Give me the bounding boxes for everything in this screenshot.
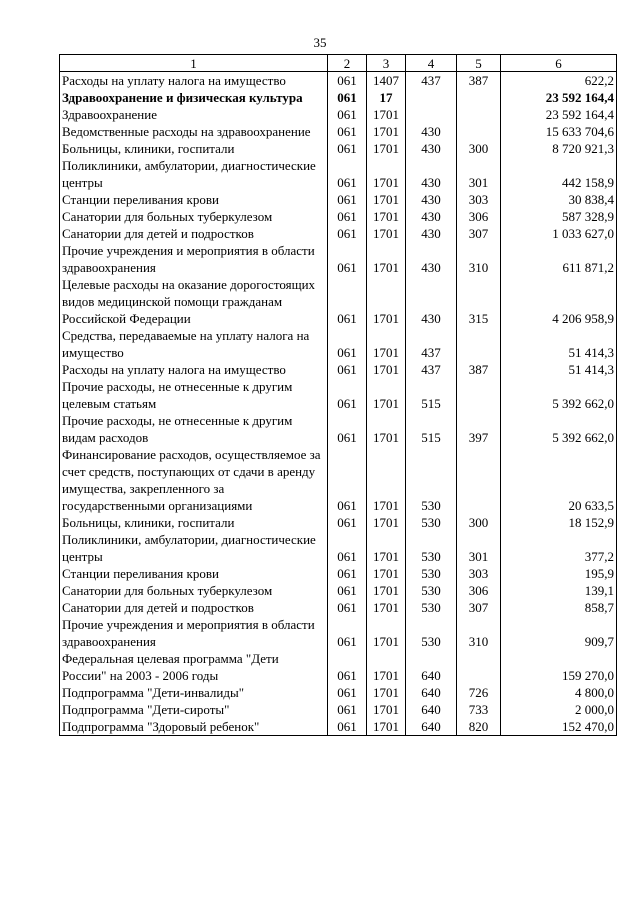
code-col-4: 430 (406, 208, 457, 225)
amount: 23 592 164,4 (501, 106, 617, 123)
code-col-5 (457, 123, 501, 140)
table-row (60, 718, 617, 736)
code-col-2: 061 (328, 106, 367, 123)
code-col-3: 1701 (367, 514, 406, 531)
code-col-5: 387 (457, 72, 501, 90)
table-row (60, 378, 617, 412)
table-row (60, 582, 617, 599)
code-col-4: 430 (406, 140, 457, 157)
code-col-4: 515 (406, 378, 457, 412)
code-col-2: 061 (328, 446, 367, 514)
table-row (60, 327, 617, 361)
item-name: Финансирование расходов, осуществляемое за счет средств, поступающих от сдачи в аренду имущества, закрепленного за государственными организациями (60, 446, 328, 514)
code-col-4: 530 (406, 616, 457, 650)
code-col-2: 061 (328, 72, 367, 90)
table-header (60, 55, 617, 72)
amount: 1 033 627,0 (501, 225, 617, 242)
code-col-4: 530 (406, 446, 457, 514)
header-row (60, 55, 617, 72)
code-col-3: 1701 (367, 616, 406, 650)
code-col-4: 430 (406, 191, 457, 208)
amount: 587 328,9 (501, 208, 617, 225)
code-col-3: 1701 (367, 208, 406, 225)
code-col-5 (457, 378, 501, 412)
code-col-5: 303 (457, 565, 501, 582)
table-body (60, 72, 617, 736)
code-col-2: 061 (328, 412, 367, 446)
code-col-3: 1701 (367, 582, 406, 599)
code-col-3: 1701 (367, 157, 406, 191)
item-name: Целевые расходы на оказание дорогостоящих видов медицинской помощи гражданам Российской Федерации (60, 276, 328, 327)
code-col-2: 061 (328, 565, 367, 582)
code-col-5: 300 (457, 514, 501, 531)
code-col-3: 1701 (367, 191, 406, 208)
budget-table (59, 54, 617, 736)
code-col-2: 061 (328, 650, 367, 684)
code-col-2: 061 (328, 89, 367, 106)
code-col-5: 310 (457, 616, 501, 650)
code-col-5: 820 (457, 718, 501, 736)
code-col-4: 437 (406, 361, 457, 378)
table-row (60, 140, 617, 157)
code-col-2: 061 (328, 616, 367, 650)
table-row (60, 361, 617, 378)
code-col-2: 061 (328, 531, 367, 565)
table-row (60, 242, 617, 276)
table-row (60, 565, 617, 582)
code-col-4: 530 (406, 582, 457, 599)
table-row (60, 72, 617, 90)
code-col-4: 530 (406, 599, 457, 616)
item-name: Санатории для детей и подростков (60, 225, 328, 242)
table-row (60, 106, 617, 123)
code-col-5: 310 (457, 242, 501, 276)
item-name: Здравоохранение и физическая культура (60, 89, 328, 106)
amount: 195,9 (501, 565, 617, 582)
code-col-3: 1701 (367, 140, 406, 157)
amount: 442 158,9 (501, 157, 617, 191)
amount: 2 000,0 (501, 701, 617, 718)
code-col-4: 640 (406, 718, 457, 736)
amount: 30 838,4 (501, 191, 617, 208)
code-col-2: 061 (328, 378, 367, 412)
table-row (60, 684, 617, 701)
header-col-4: 4 (406, 55, 457, 72)
amount: 152 470,0 (501, 718, 617, 736)
code-col-5: 315 (457, 276, 501, 327)
code-col-4: 437 (406, 72, 457, 90)
code-col-2: 061 (328, 157, 367, 191)
code-col-3: 1701 (367, 361, 406, 378)
code-col-3: 1701 (367, 412, 406, 446)
code-col-2: 061 (328, 327, 367, 361)
code-col-5: 301 (457, 531, 501, 565)
code-col-4: 430 (406, 276, 457, 327)
item-name: Расходы на уплату налога на имущество (60, 361, 328, 378)
amount: 622,2 (501, 72, 617, 90)
code-col-5: 726 (457, 684, 501, 701)
code-col-3: 1701 (367, 123, 406, 140)
code-col-4 (406, 106, 457, 123)
code-col-2: 061 (328, 718, 367, 736)
code-col-3: 1701 (367, 684, 406, 701)
code-col-3: 1701 (367, 718, 406, 736)
amount: 15 633 704,6 (501, 123, 617, 140)
amount: 5 392 662,0 (501, 378, 617, 412)
item-name: Больницы, клиники, госпитали (60, 140, 328, 157)
table-row (60, 157, 617, 191)
code-col-5: 733 (457, 701, 501, 718)
amount: 4 206 958,9 (501, 276, 617, 327)
item-name: Санатории для детей и подростков (60, 599, 328, 616)
code-col-2: 061 (328, 208, 367, 225)
code-col-5 (457, 650, 501, 684)
table-row (60, 599, 617, 616)
code-col-3: 1701 (367, 378, 406, 412)
code-col-5 (457, 446, 501, 514)
code-col-4: 430 (406, 225, 457, 242)
item-name: Средства, передаваемые на уплату налога на имущество (60, 327, 328, 361)
code-col-2: 061 (328, 242, 367, 276)
table-row (60, 616, 617, 650)
amount: 611 871,2 (501, 242, 617, 276)
amount: 18 152,9 (501, 514, 617, 531)
code-col-2: 061 (328, 140, 367, 157)
amount: 159 270,0 (501, 650, 617, 684)
code-col-4: 530 (406, 514, 457, 531)
table-row (60, 208, 617, 225)
code-col-2: 061 (328, 123, 367, 140)
header-col-6: 6 (501, 55, 617, 72)
amount: 51 414,3 (501, 327, 617, 361)
code-col-5: 307 (457, 599, 501, 616)
code-col-2: 061 (328, 701, 367, 718)
header-col-3: 3 (367, 55, 406, 72)
item-name: Санатории для больных туберкулезом (60, 208, 328, 225)
code-col-5: 387 (457, 361, 501, 378)
item-name: Федеральная целевая программа "Дети России" на 2003 - 2006 годы (60, 650, 328, 684)
table-row (60, 225, 617, 242)
amount: 8 720 921,3 (501, 140, 617, 157)
code-col-3: 1701 (367, 446, 406, 514)
code-col-2: 061 (328, 361, 367, 378)
code-col-5 (457, 106, 501, 123)
item-name: Прочие учреждения и мероприятия в области здравоохранения (60, 242, 328, 276)
code-col-3: 1701 (367, 701, 406, 718)
code-col-5: 300 (457, 140, 501, 157)
amount: 51 414,3 (501, 361, 617, 378)
code-col-3: 1701 (367, 276, 406, 327)
code-col-3: 1701 (367, 599, 406, 616)
code-col-5: 306 (457, 582, 501, 599)
code-col-5 (457, 327, 501, 361)
code-col-2: 061 (328, 276, 367, 327)
code-col-4 (406, 89, 457, 106)
item-name: Ведомственные расходы на здравоохранение (60, 123, 328, 140)
item-name: Санатории для больных туберкулезом (60, 582, 328, 599)
amount: 139,1 (501, 582, 617, 599)
code-col-5: 301 (457, 157, 501, 191)
code-col-2: 061 (328, 225, 367, 242)
amount: 5 392 662,0 (501, 412, 617, 446)
code-col-3: 1701 (367, 650, 406, 684)
item-name: Прочие расходы, не отнесенные к другим целевым статьям (60, 378, 328, 412)
code-col-3: 1701 (367, 225, 406, 242)
code-col-2: 061 (328, 514, 367, 531)
amount: 858,7 (501, 599, 617, 616)
item-name: Здравоохранение (60, 106, 328, 123)
table-row (60, 531, 617, 565)
code-col-4: 530 (406, 565, 457, 582)
table-row (60, 89, 617, 106)
code-col-2: 061 (328, 582, 367, 599)
item-name: Подпрограмма "Дети-сироты" (60, 701, 328, 718)
code-col-2: 061 (328, 599, 367, 616)
code-col-4: 530 (406, 531, 457, 565)
code-col-5: 306 (457, 208, 501, 225)
item-name: Станции переливания крови (60, 191, 328, 208)
table-row (60, 701, 617, 718)
code-col-2: 061 (328, 191, 367, 208)
item-name: Прочие учреждения и мероприятия в области здравоохранения (60, 616, 328, 650)
code-col-3: 1701 (367, 327, 406, 361)
item-name: Подпрограмма "Здоровый ребенок" (60, 718, 328, 736)
code-col-3: 1407 (367, 72, 406, 90)
table-row (60, 412, 617, 446)
amount: 377,2 (501, 531, 617, 565)
item-name: Прочие расходы, не отнесенные к другим видам расходов (60, 412, 328, 446)
amount: 909,7 (501, 616, 617, 650)
page-number: 35 (313, 35, 327, 50)
table-row (60, 514, 617, 531)
code-col-3: 1701 (367, 242, 406, 276)
header-col-5: 5 (457, 55, 501, 72)
code-col-4: 515 (406, 412, 457, 446)
table-row (60, 123, 617, 140)
header-col-2: 2 (328, 55, 367, 72)
table-row (60, 276, 617, 327)
code-col-5: 303 (457, 191, 501, 208)
table-row (60, 191, 617, 208)
header-col-1: 1 (60, 55, 328, 72)
item-name: Больницы, клиники, госпитали (60, 514, 328, 531)
code-col-3: 1701 (367, 106, 406, 123)
item-name: Расходы на уплату налога на имущество (60, 72, 328, 90)
code-col-4: 430 (406, 157, 457, 191)
code-col-2: 061 (328, 684, 367, 701)
code-col-5: 307 (457, 225, 501, 242)
code-col-5 (457, 89, 501, 106)
amount: 4 800,0 (501, 684, 617, 701)
code-col-3: 1701 (367, 531, 406, 565)
code-col-4: 430 (406, 242, 457, 276)
amount: 20 633,5 (501, 446, 617, 514)
item-name: Подпрограмма "Дети-инвалиды" (60, 684, 328, 701)
table-row (60, 446, 617, 514)
code-col-3: 17 (367, 89, 406, 106)
code-col-3: 1701 (367, 565, 406, 582)
code-col-4: 640 (406, 701, 457, 718)
code-col-4: 640 (406, 684, 457, 701)
item-name: Поликлиники, амбулатории, диагностические центры (60, 157, 328, 191)
code-col-4: 640 (406, 650, 457, 684)
code-col-4: 437 (406, 327, 457, 361)
code-col-4: 430 (406, 123, 457, 140)
table-row (60, 650, 617, 684)
item-name: Поликлиники, амбулатории, диагностические центры (60, 531, 328, 565)
code-col-5: 397 (457, 412, 501, 446)
amount: 23 592 164,4 (501, 89, 617, 106)
item-name: Станции переливания крови (60, 565, 328, 582)
